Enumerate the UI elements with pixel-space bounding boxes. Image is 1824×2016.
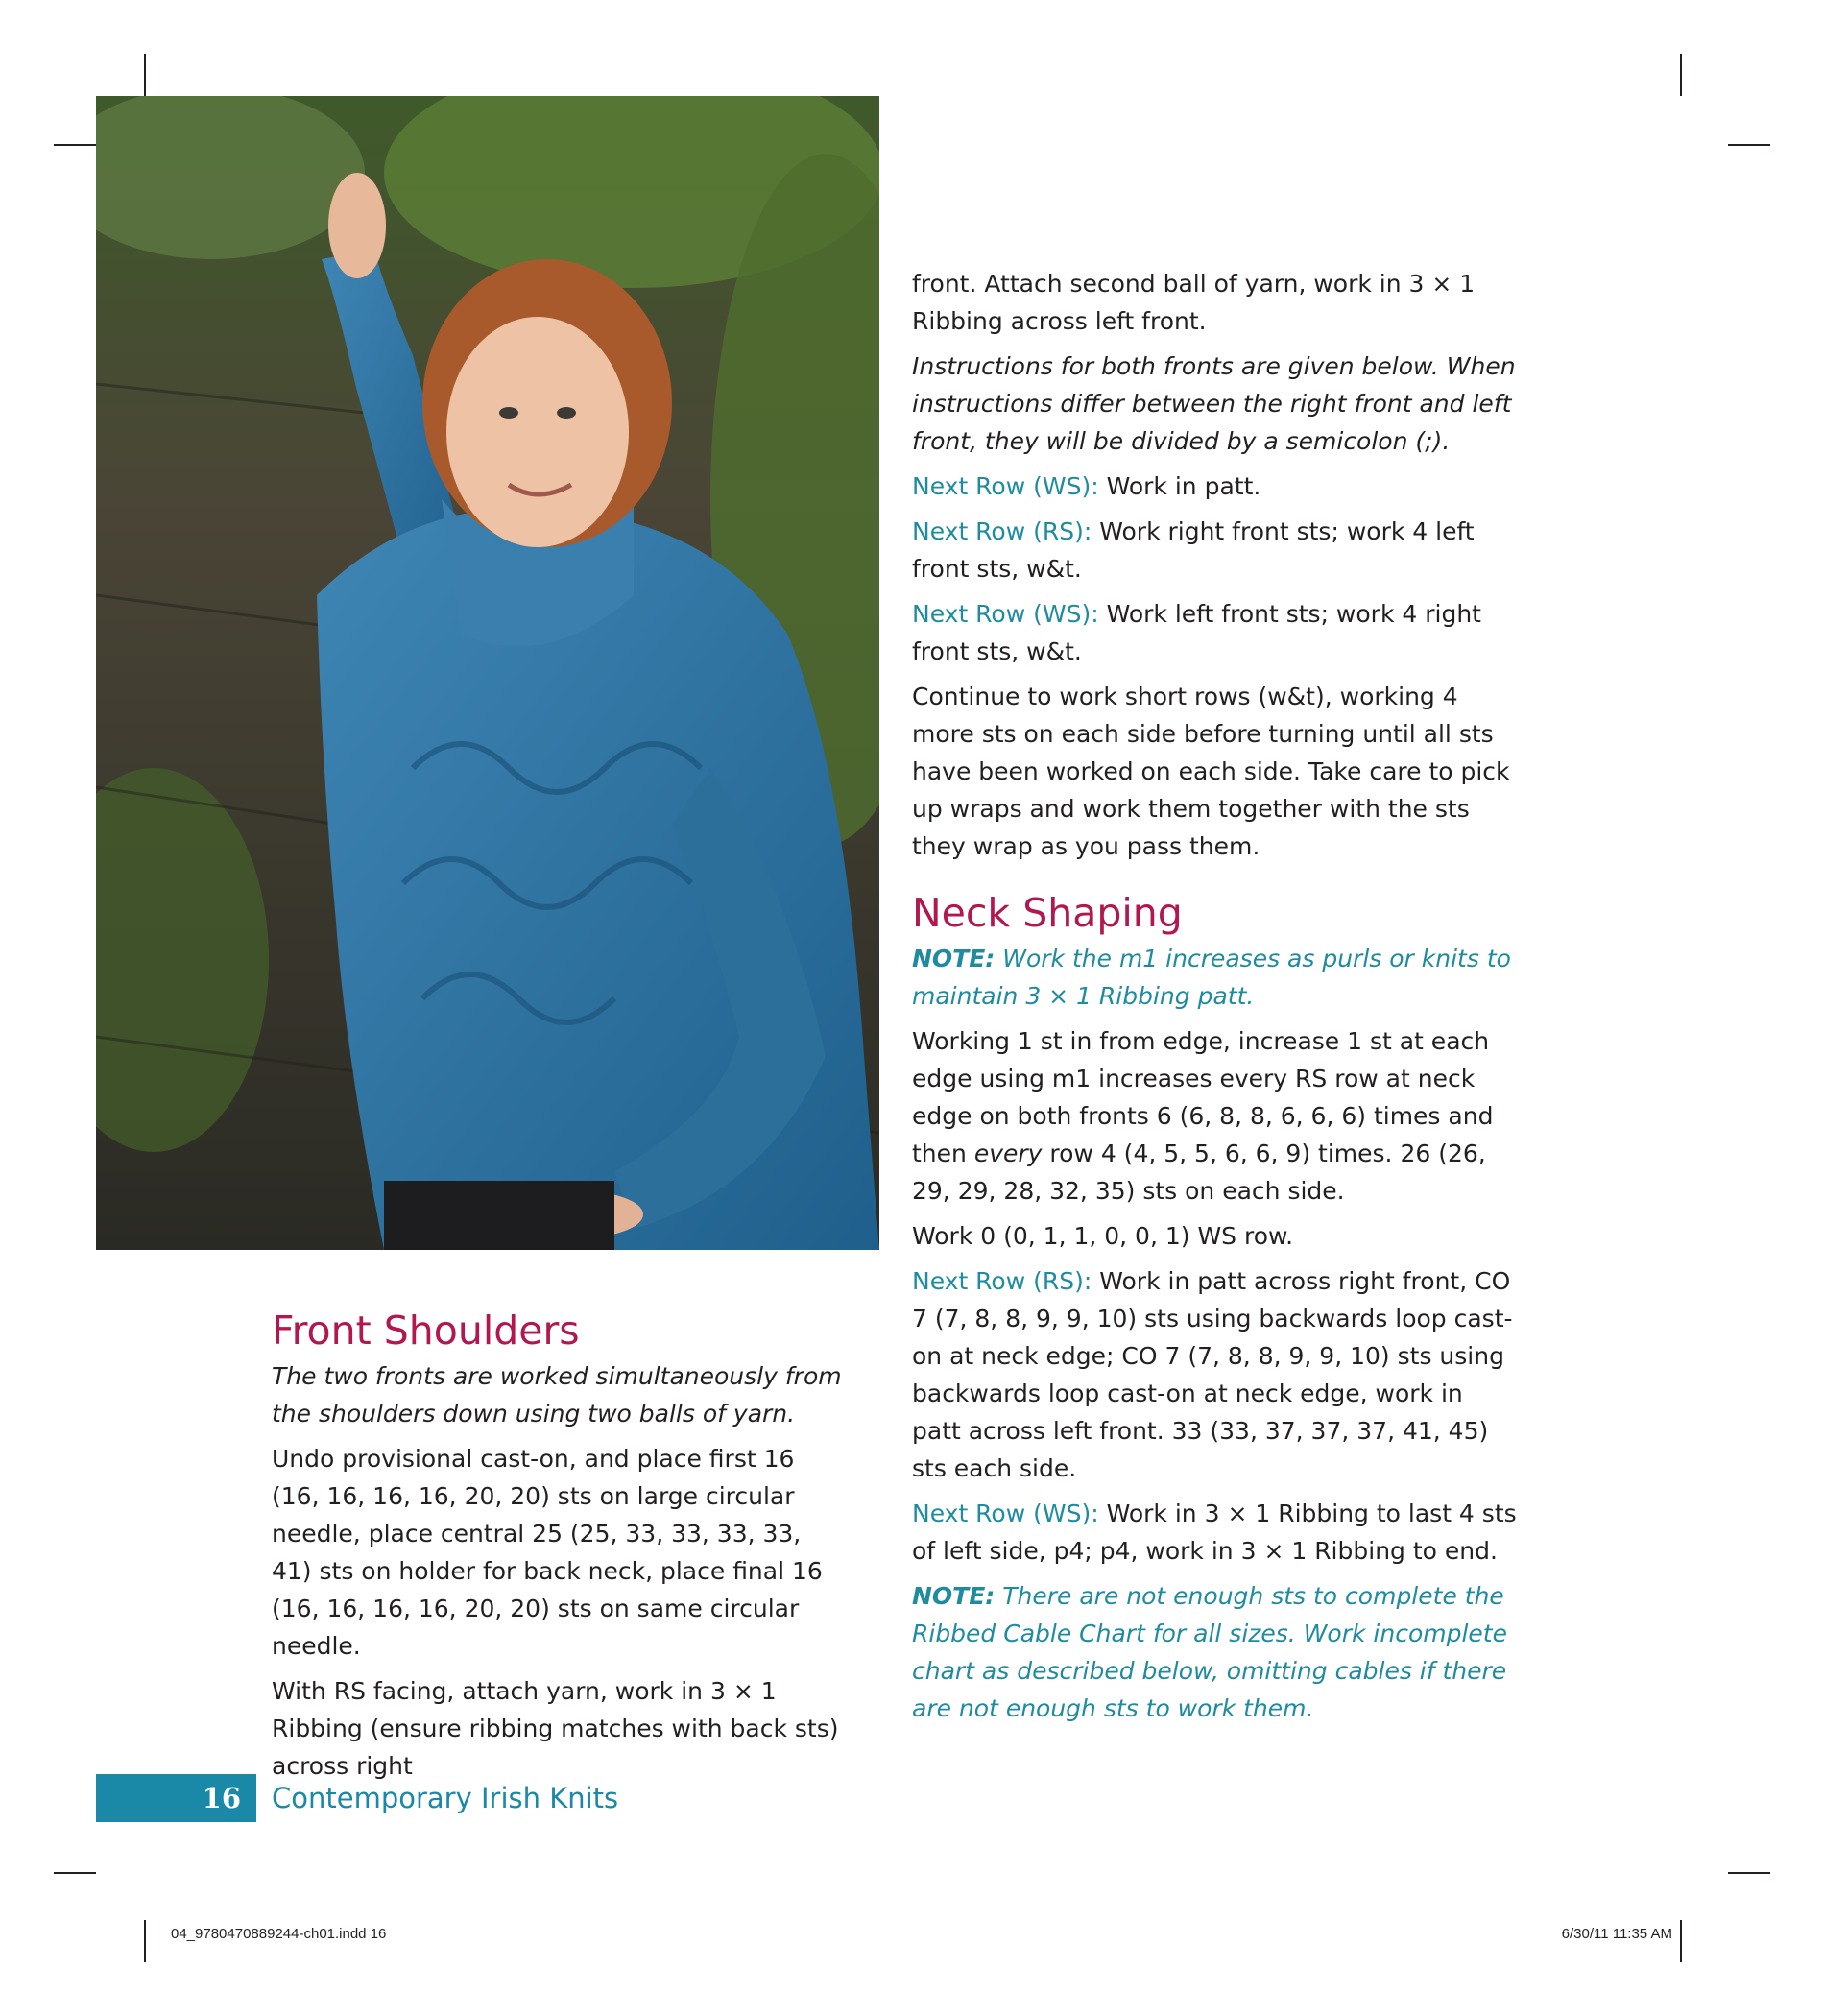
- row-label: Next Row (RS):: [912, 1267, 1092, 1295]
- paragraph-text: Working 1 st in from edge, increase 1 st at each edge using m1 increases every RS row at neck edge on both fronts 6 (6, 8, 8, 6, 6, 6) times and then: [912, 1027, 1494, 1167]
- row-text: Work in patt.: [1098, 472, 1261, 500]
- slug-filename: 04_9780470889244-ch01.indd 16: [171, 1926, 387, 1942]
- row-text: Work left front sts; work 4 right front sts, w&t.: [912, 600, 1481, 665]
- intro-text: The two fronts are worked simultaneously from the shoulders down using two balls of yarn.: [272, 1362, 842, 1428]
- note-label: NOTE:: [912, 1582, 996, 1610]
- row-instruction: [912, 595, 1517, 670]
- row-label: Next Row (WS):: [912, 472, 1099, 500]
- crop-mark: [1728, 1872, 1770, 1874]
- note-label: NOTE:: [912, 945, 996, 972]
- crop-mark: [1728, 144, 1770, 146]
- note: [912, 940, 1517, 1015]
- book-title: Contemporary Irish Knits: [272, 1782, 619, 1814]
- section-heading: Neck Shaping: [912, 890, 1183, 936]
- row-instruction: [912, 468, 1517, 505]
- crop-mark: [144, 1920, 146, 1962]
- front-shoulders-section: [272, 1308, 848, 1792]
- note-text: Work the m1 increases as purls or knits to maintain 3 × 1 Ribbing patt.: [912, 945, 1511, 1010]
- crop-mark: [1680, 54, 1682, 96]
- row-text: Work right front sts; work 4 left front sts, w&t.: [912, 517, 1475, 583]
- paragraph: [912, 1022, 1517, 1210]
- row-instruction: [912, 513, 1517, 588]
- paragraph: Undo provisional cast-on, and place first 16 (16, 16, 16, 16, 20, 20) sts on large circular needle, place central 25 (25, 33, 33, 33, 33, 41) sts on holder for back neck, place final 16 (16, 16, 16, 16, 20, 20) sts on same circular needle.: [272, 1445, 823, 1660]
- crop-mark: [54, 1872, 96, 1874]
- paragraph: Continue to work short rows (w&t), working 4 more sts on each side before turning until all sts have been worked on each side. Take care to pick up wraps and work them together with the sts they wrap as you pass them.: [912, 683, 1510, 860]
- page-number: 16: [96, 1774, 256, 1822]
- row-text: Work in 3 × 1 Ribbing to last 4 sts of left side, p4; p4, work in 3 × 1 Ribbing to end.: [912, 1500, 1517, 1565]
- row-text: Work in patt across right front, CO 7 (7, 8, 8, 9, 9, 10) sts using backwards loop cast-on at neck edge; CO 7 (7, 8, 8, 9, 9, 10) sts using backwards loop cast-on at neck edge, work in patt across left front. 33 (33, 37, 37, 37, 41, 45) sts each side.: [912, 1267, 1513, 1482]
- row-label: Next Row (WS):: [912, 600, 1099, 628]
- section-heading: Front Shoulders: [272, 1308, 580, 1354]
- paragraph: With RS facing, attach yarn, work in 3 × 1 Ribbing (ensure ribbing matches with back sts) across right: [272, 1677, 839, 1780]
- row-instruction: [912, 1495, 1517, 1570]
- note-text: There are not enough sts to complete the Ribbed Cable Chart for all sizes. Work incomplete chart as described below, omitting cables if there are not enough sts to work them.: [912, 1582, 1507, 1722]
- crop-mark: [54, 144, 96, 146]
- crop-mark: [144, 54, 146, 96]
- instructions-note: Instructions for both fronts are given below. When instructions differ between the right front and left front, they will be divided by a semicolon (;).: [912, 352, 1516, 455]
- crop-mark: [1680, 1920, 1682, 1962]
- row-instruction: [912, 1262, 1517, 1487]
- sweater-photo: [96, 96, 879, 1250]
- paragraph: Work 0 (0, 1, 1, 0, 0, 1) WS row.: [912, 1222, 1294, 1250]
- emphasis: every: [973, 1140, 1043, 1167]
- row-label: Next Row (RS):: [912, 517, 1092, 545]
- slug-timestamp: 6/30/11 11:35 AM: [1561, 1926, 1672, 1942]
- paragraph-text: row 4 (4, 5, 5, 6, 6, 9) times. 26 (26, 29, 29, 28, 32, 35) sts on each side.: [912, 1140, 1486, 1205]
- note: [912, 1577, 1517, 1727]
- right-column: [912, 265, 1517, 1735]
- paragraph: front. Attach second ball of yarn, work in 3 × 1 Ribbing across left front.: [912, 270, 1476, 335]
- row-label: Next Row (WS):: [912, 1500, 1099, 1527]
